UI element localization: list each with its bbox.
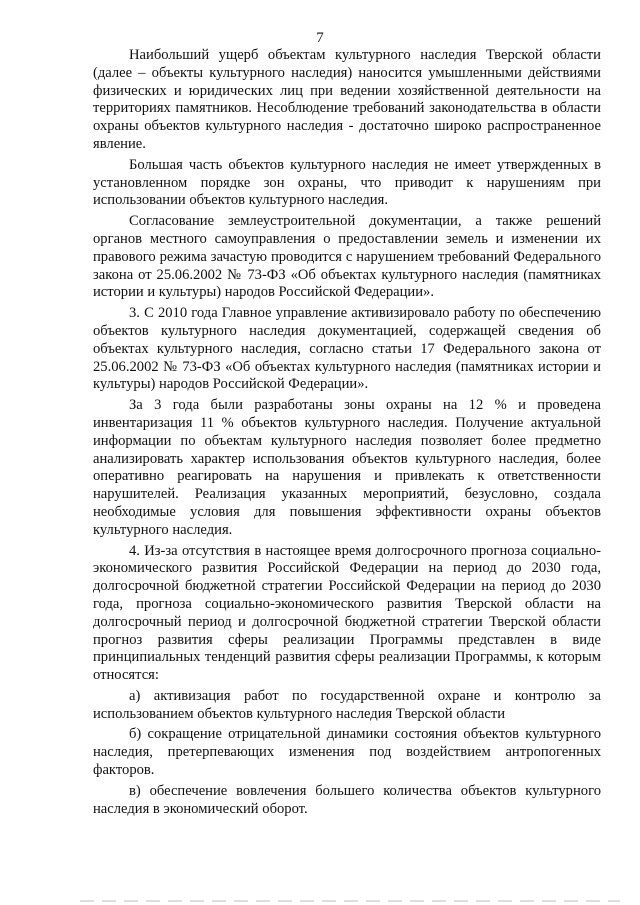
list-item-a: а) активизация работ по государственной охране и контролю за использованием объектов культурного наследия Тверской области: [93, 687, 601, 722]
scan-artifact-line: [80, 900, 620, 902]
paragraph-damage: Наибольший ущерб объектам культурного наследия Тверской области (далее – объекты культурного наследия) наносится умышленными действиями физических и юридических лиц при ведении хозяйственной деятельности на территориях памятников. Несоблюдение требований законодательства в области охраны объектов культурного наследия - достаточно широко распространенное явление.: [93, 47, 601, 152]
document-body: [93, 47, 601, 818]
paragraph-land-documentation: Согласование землеустроительной документации, а также решений органов местного самоуправления о предоставлении земель и изменении их правового режима зачастую проводится с нарушением требований Федерального закона от 25.06.2002 № 73-ФЗ «Об объектах культурного наследия (памятниках истории и культуры) народов Российской Федерации».: [93, 213, 601, 301]
list-item-b: б) сокращение отрицательной динамики состояния объектов культурного наследия, претерпевающих изменения под воздействием антропогенных факторов.: [93, 726, 601, 779]
list-item-c: в) обеспечение вовлечения большего количества объектов культурного наследия в экономический оборот.: [93, 782, 601, 817]
page-number: 7: [316, 30, 324, 46]
paragraph-protection-zones: Большая часть объектов культурного наследия не имеет утвержденных в установленном порядке зон охраны, что приводит к нарушениям при использовании объектов культурного наследия.: [93, 156, 601, 209]
paragraph-item-4: 4. Из-за отсутствия в настоящее время долгосрочного прогноза социально-экономического развития Российской Федерации на период до 2030 года, долгосрочной бюджетной стратегии Российской Федерации на период до 2030 года, прогноза социально-экономического развития Тверской области на долгосрочный период и долгосрочной бюджетной стратегии Тверской области прогноз развития сферы реализации Программы представлен в виде принципиальных тенденций развития сферы реализации Программы, к которым относятся:: [93, 542, 601, 684]
paragraph-results: За 3 года были разработаны зоны охраны на 12 % и проведена инвентаризация 11 % объектов культурного наследия. Получение актуальной информации по объектам культурного наследия позволяет более предметно анализировать характер использования объектов культурного наследия, более оперативно реагировать на нарушения и привлекать к ответственности нарушителей. Реализация указанных мероприятий, безусловно, создала необходимые условия для повышения эффективности охраны объектов культурного наследия.: [93, 397, 601, 538]
paragraph-item-3: 3. С 2010 года Главное управление активизировало работу по обеспечению объектов культурного наследия документацией, содержащей сведения об объектах культурного наследия, согласно статьи 17 Федерального закона от 25.06.2002 № 73-ФЗ «Об объектах культурного наследия (памятниках истории и культуры) народов Российской Федерации».: [93, 305, 601, 393]
